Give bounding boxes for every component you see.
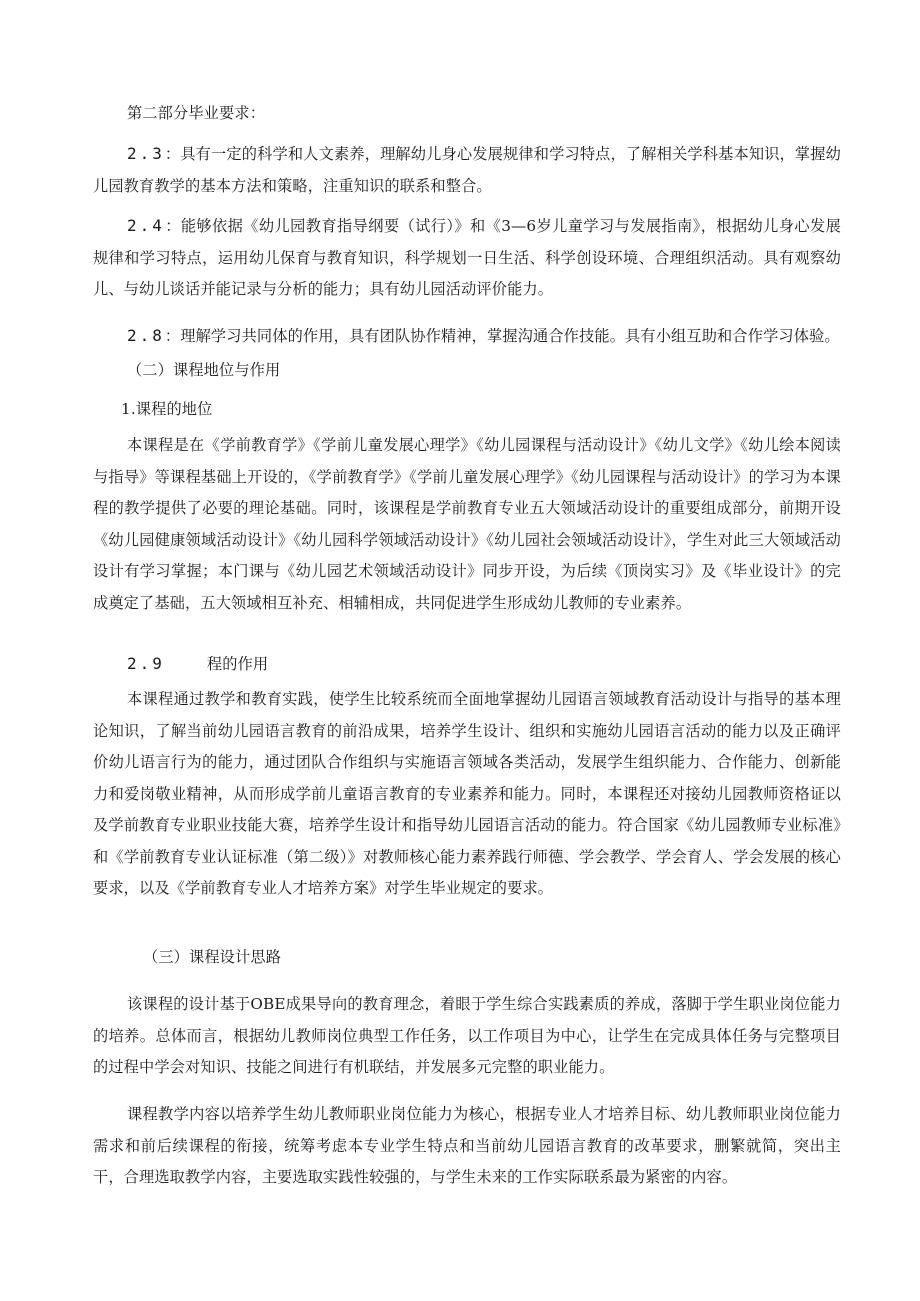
requirement-text: 理解学习共同体的作用，具有团队协作精神，掌握沟通合作技能。具有小组互助和合作学习体验。 bbox=[180, 327, 840, 345]
requirement-separator: ： bbox=[164, 217, 181, 235]
content-selection-paragraph: 课程教学内容以培养学生幼儿教师职业岗位能力为核心，根据专业人才培养目标、幼儿教师职业岗位能力需求和前后续课程的衔接，统筹考虑本专业学生特点和当前幼儿园语言教育的改革要求，删繁就简，突出主干，合理选取教学内容，主要选取实践性较强的，与学生未来的工作实际联系最为紧密的内容。 bbox=[93, 1105, 841, 1186]
requirement-text: 具有一定的科学和人文素养，理解幼儿身心发展规律和学习特点，了解相关学科基本知识，掌握幼儿园教育教学的基本方法和策略，注重知识的联系和整合。 bbox=[93, 145, 842, 195]
requirement-2-8 bbox=[93, 320, 841, 353]
requirement-2-3 bbox=[93, 138, 841, 202]
requirement-separator: ： bbox=[164, 145, 181, 163]
requirement-text: 能够依据《幼儿园教育指导纲要（试行）》和《3—6岁儿童学习与发展指南》，根据幼儿身心发展规律和学习特点，运用幼儿保育与教育知识，科学规划一日生活、科学创设环境、合理组织活动。具有观察幼儿、与幼儿谈话并能记录与分析的能力；具有幼儿园活动评价能力。 bbox=[93, 217, 841, 298]
requirement-number: 2.4 bbox=[127, 216, 165, 235]
requirement-separator: ： bbox=[164, 327, 181, 345]
requirement-number: 2.8 bbox=[127, 326, 165, 345]
subsection-2-heading bbox=[93, 648, 841, 681]
section-3-heading: （三）课程设计思路 bbox=[143, 948, 282, 966]
design-approach-paragraph: 该课程的设计基于OBE成果导向的教育理念，着眼于学生综合实践素质的养成，落脚于学生职业岗位能力的培养。总体而言，根据幼儿教师岗位典型工作任务，以工作项目为中心，让学生在完成具体任务与完整项目的过程中学会对知识、技能之间进行有机联结，并发展多元完整的职业能力。 bbox=[93, 995, 841, 1076]
section-2-heading: （二）课程地位与作用 bbox=[127, 361, 281, 379]
course-function-paragraph: 本课程通过教学和教育实践，使学生比较系统而全面地掌握幼儿园语言领域教育活动设计与指导的基本理论知识，了解当前幼儿园语言教育的前沿成果，培养学生设计、组织和实施幼儿园语言活动的能力以及正确评价幼儿语言行为的能力，通过团队合作组织与实施语言领域各类活动，发展学生组织能力、合作能力、创新能力和爱岗敬业精神，从而形成学前儿童语言教育的专业素养和能力。同时，本课程还对接幼儿园教师资格证以及学前教育专业职业技能大赛，培养学生设计和指导幼儿园语言活动的能力。符合国家《幼儿园教师专业标准》和《学前教育专业认证标准（第二级）》对教师核心能力素养践行师德、学会教学、学会育人、学会发展的核心要求，以及《学前教育专业人才培养方案》对学生毕业规定的要求。 bbox=[93, 690, 841, 897]
requirement-number: 2.3 bbox=[127, 144, 165, 163]
requirement-2-4 bbox=[93, 210, 841, 306]
subsection-title: 程的作用 bbox=[206, 655, 269, 673]
part-heading: 第二部分毕业要求： bbox=[127, 104, 266, 122]
subsection-1-heading: 1.课程的地位 bbox=[121, 400, 213, 418]
subsection-number: 2.9 bbox=[127, 654, 165, 673]
course-position-paragraph: 本课程是在《学前教育学》《学前儿童发展心理学》《幼儿园课程与活动设计》《幼儿文学》《幼儿绘本阅读与指导》等课程基础上开设的，《学前教育学》《学前儿童发展心理学》《幼儿园课程与活动设计》的学习为本课程的教学提供了必要的理论基础。同时，该课程是学前教育专业五大领域活动设计的重要组成部分，前期开设《幼儿园健康领域活动设计》《幼儿园科学领域活动设计》《幼儿园社会领域活动设计》，学生对此三大领域活动设计有学习掌握；本门课与《幼儿园艺术领域活动设计》同步开设，为后续《顶岗实习》及《毕业设计》的完成奠定了基础，五大领域相互补充、相辅相成，共同促进学生形成幼儿教师的专业素养。 bbox=[93, 436, 841, 612]
